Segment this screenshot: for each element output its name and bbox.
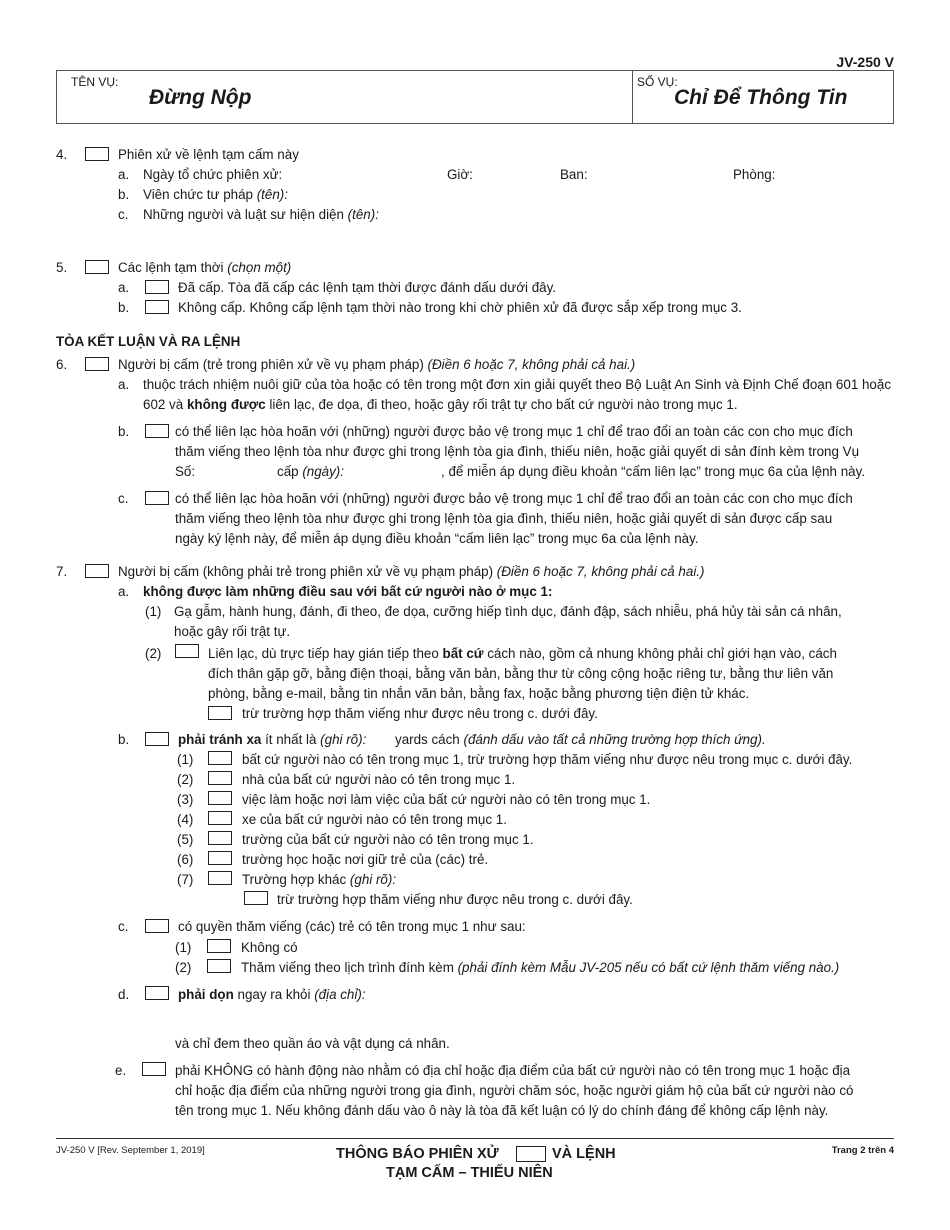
s7-b-item-checkbox[interactable] — [208, 851, 232, 865]
s4-officer-label: Viên chức tư pháp (tên): — [143, 187, 288, 202]
s7-a-heading: không được làm những điều sau với bất cứ người nào ở mục 1: — [143, 584, 553, 599]
footer-revision: JV-250 V [Rev. September 1, 2019] — [56, 1145, 205, 1156]
s7-b-item-text: trường học hoặc nơi giữ trẻ của (các) trẻ. — [242, 852, 489, 867]
s7-d-text: phải dọn ngay ra khỏi (địa chỉ): — [178, 987, 366, 1002]
s7-b-item-text: việc làm hoặc nơi làm việc của bất cứ người nào có tên trong mục 1. — [242, 792, 651, 807]
s7-b-item-text: Trường hợp khác (ghi rõ): — [242, 872, 397, 887]
findings-heading: TÒA KẾT LUẬN VÀ RA LỆNH — [56, 334, 241, 349]
s7-e-line1: phải KHÔNG có hành động nào nhằm có địa chỉ hoặc địa điểm của bất cứ người nào có tên trong mục 1 hoặc địa — [175, 1063, 851, 1078]
s7-a1-number: (1) — [145, 604, 162, 619]
form-id: JV-250 V — [836, 54, 894, 70]
s7-b-item-number: (2) — [177, 772, 194, 787]
s7-c-checkbox[interactable] — [145, 919, 169, 933]
s7-a-letter: a. — [118, 584, 130, 599]
s4-dept-label: Ban: — [560, 167, 588, 182]
s7-b-item-number: (4) — [177, 812, 194, 827]
s4-b-letter: b. — [118, 187, 130, 202]
s5-checkbox[interactable] — [85, 260, 109, 274]
s7-b-item-checkbox[interactable] — [208, 871, 232, 885]
s7-a2-except-text: trừ trường hợp thăm viếng như được nêu trong c. dưới đây. — [242, 706, 598, 721]
s6-c-line1: có thể liên lạc hòa hoãn với (những) người được bảo vệ trong mục 1 chỉ để trao đổi an toàn các con cho mục đích — [175, 491, 853, 506]
footer-page-number: Trang 2 trên 4 — [831, 1145, 894, 1156]
s7-e-letter: e. — [115, 1063, 127, 1078]
s7-a2-line2: đích thân gặp gỡ, bằng điện thoại, bằng văn bản, bằng thư từ công cộng hoặc riêng tư, bằng thư liên văn — [208, 666, 834, 681]
s7-b-except-checkbox[interactable] — [244, 891, 268, 905]
s7-b-item-checkbox[interactable] — [208, 791, 232, 805]
s6-b-letter: b. — [118, 424, 130, 439]
s7-c2-checkbox[interactable] — [207, 959, 231, 973]
s7-c2-number: (2) — [175, 960, 192, 975]
s7-d-line2: và chỉ đem theo quần áo và vật dụng cá nhân. — [175, 1036, 450, 1051]
s7-d-letter: d. — [118, 987, 130, 1002]
s4-time-label: Giờ: — [447, 167, 473, 182]
s7-c-letter: c. — [118, 919, 129, 934]
case-name-cell — [56, 70, 633, 124]
s5-title: Các lệnh tạm thời (chọn một) — [118, 260, 292, 275]
s5-b-letter: b. — [118, 300, 130, 315]
s7-b-item-number: (7) — [177, 872, 194, 887]
s7-b-item-number: (6) — [177, 852, 194, 867]
s7-b-item-text: xe của bất cứ người nào có tên trong mục 1. — [242, 812, 507, 827]
s5-a-text: Đã cấp. Tòa đã cấp các lệnh tạm thời được đánh dấu dưới đây. — [178, 280, 557, 295]
footer-title-checkbox[interactable] — [516, 1146, 546, 1162]
s7-a1-line1: Gạ gẫm, hành hung, đánh, đi theo, đe dọa, cưỡng hiếp tình dục, đánh đập, sách nhiễu, phá hủy tài sản cá nhân, — [174, 604, 842, 619]
s6-checkbox[interactable] — [85, 357, 109, 371]
s7-c2-text: Thăm viếng theo lịch trình đính kèm (phải đính kèm Mẫu JV-205 nếu có bất cứ lệnh thăm viếng nào.) — [241, 960, 840, 975]
s4-checkbox[interactable] — [85, 147, 109, 161]
s7-b-item-checkbox[interactable] — [208, 811, 232, 825]
s7-a2-checkbox[interactable] — [175, 644, 199, 658]
s7-e-line3: tên trong mục 1. Nếu không đánh dấu vào ô này là tòa đã kết luận có lý do chính đáng để không cấp lệnh này. — [175, 1103, 829, 1118]
s7-a2-line3: phòng, bằng e-mail, bằng tin nhắn văn bản, bằng fax, hoặc bằng phương tiện điện tử khác. — [208, 686, 750, 701]
s6-c-letter: c. — [118, 491, 129, 506]
footer-title-line1-b: VÀ LỆNH — [552, 1146, 616, 1162]
s7-b-item-checkbox[interactable] — [208, 771, 232, 785]
s7-b-yards: yards cách (đánh dấu vào tất cả những trường hợp thích ứng). — [395, 732, 766, 747]
s4-c-letter: c. — [118, 207, 129, 222]
s7-b-item-text: trường của bất cứ người nào có tên trong mục 1. — [242, 832, 534, 847]
s7-c-text: có quyền thăm viếng (các) trẻ có tên trong mục 1 như sau: — [178, 919, 526, 934]
s6-c-line3: ngày ký lệnh này, để miễn áp dụng điều khoản “cấm liên lạc” trong mục 6a của lệnh này. — [175, 531, 699, 546]
s7-b-item-checkbox[interactable] — [208, 831, 232, 845]
case-number-cell — [632, 70, 894, 124]
s4-number: 4. — [56, 147, 68, 162]
case-number-value: Chỉ Để Thông Tin — [674, 86, 848, 109]
s7-c1-checkbox[interactable] — [207, 939, 231, 953]
case-name-label: TÊN VỤ: — [71, 75, 119, 89]
s7-b-item-text: bất cứ người nào có tên trong mục 1, trừ trường hợp thăm viếng như được nêu trong mục c. dưới đây. — [242, 752, 853, 767]
s7-b-item-number: (5) — [177, 832, 194, 847]
s7-b-item-number: (1) — [177, 752, 194, 767]
s7-e-line2: chỉ hoặc địa điểm của những người trong gia đình, người chăm sóc, hoặc người giám hộ của bất cứ người nào có — [175, 1083, 854, 1098]
s7-b-line: phải tránh xa ít nhất là (ghi rõ): — [178, 732, 367, 747]
footer-divider — [56, 1138, 894, 1139]
s7-b-checkbox[interactable] — [145, 732, 169, 746]
s7-a1-line2: hoặc gây rối trật tự. — [174, 624, 291, 639]
s7-a2-number: (2) — [145, 646, 162, 661]
s7-d-checkbox[interactable] — [145, 986, 169, 1000]
s7-c1-number: (1) — [175, 940, 192, 955]
s7-b-item-text: nhà của bất cứ người nào có tên trong mục 1. — [242, 772, 516, 787]
s7-b-item-checkbox[interactable] — [208, 751, 232, 765]
s4-a-letter: a. — [118, 167, 130, 182]
s7-e-checkbox[interactable] — [142, 1062, 166, 1076]
s7-b-letter: b. — [118, 732, 130, 747]
s7-title: Người bị cấm (không phải trẻ trong phiên xử về vụ phạm pháp) (Điền 6 hoặc 7, không phải cả hai.) — [118, 564, 705, 579]
s4-room-label: Phòng: — [733, 167, 776, 182]
s6-a-letter: a. — [118, 377, 130, 392]
s6-b-checkbox[interactable] — [145, 424, 169, 438]
s6-c-line2: thăm viếng theo lệnh tòa như được ghi trong lệnh tòa gia đình, thiếu niên, hoặc giải quyết di sản được cấp sau — [175, 511, 833, 526]
s5-b-text: Không cấp. Không cấp lệnh tạm thời nào trong khi chờ phiên xử đã được sắp xếp trong mục 3. — [178, 300, 742, 315]
s4-hearing-date-label: Ngày tổ chức phiên xử: — [143, 167, 283, 182]
footer-title-line2: TẠM CẤM – THIẾU NIÊN — [386, 1165, 553, 1181]
s6-c-checkbox[interactable] — [145, 491, 169, 505]
s4-present-label: Những người và luật sư hiện diện (tên): — [143, 207, 379, 222]
s6-b-issued-date-label: cấp (ngày): — [277, 464, 344, 479]
s6-b-line2: thăm viếng theo lệnh tòa như được ghi trong lệnh tòa gia đình, thiếu niên, hoặc giải quyết di sản đính kèm trong Vụ — [175, 444, 860, 459]
case-name-value: Đừng Nộp — [149, 86, 252, 109]
s5-b-checkbox[interactable] — [145, 300, 169, 314]
s4-title: Phiên xử về lệnh tạm cấm này — [118, 147, 299, 162]
s7-b-except-text: trừ trường hợp thăm viếng như được nêu trong c. dưới đây. — [277, 892, 633, 907]
s5-number: 5. — [56, 260, 68, 275]
s6-b-case-number-label: Số: — [175, 464, 196, 479]
s5-a-checkbox[interactable] — [145, 280, 169, 294]
s6-b-line3: , để miễn áp dụng điều khoản “cấm liên lạc” trong mục 6a của lệnh này. — [441, 464, 866, 479]
case-number-label: SỐ VỤ: — [637, 75, 678, 89]
footer-title-line1-a: THÔNG BÁO PHIÊN XỬ — [336, 1146, 499, 1162]
s6-title: Người bị cấm (trẻ trong phiên xử về vụ phạm pháp) (Điền 6 hoặc 7, không phải cả hai.) — [118, 357, 636, 372]
s7-checkbox[interactable] — [85, 564, 109, 578]
s6-a-line1: thuộc trách nhiệm nuôi giữ của tòa hoặc có tên trong một đơn xin giải quyết theo Bộ Luật An Sinh và Định Chế đoạn 601 hoặc — [143, 377, 892, 392]
s7-a2-line1: Liên lạc, dù trực tiếp hay gián tiếp theo bất cứ cách nào, gồm cả nhung không phải chỉ giới hạn vào, cách — [208, 646, 837, 661]
s5-a-letter: a. — [118, 280, 130, 295]
s6-a-line2: 602 và không được liên lạc, đe dọa, đi theo, hoặc gây rối trật tự cho bất cứ người nào trong mục 1. — [143, 397, 738, 412]
s6-number: 6. — [56, 357, 68, 372]
s6-b-line1: có thể liên lạc hòa hoãn với (những) người được bảo vệ trong mục 1 chỉ để trao đổi an toàn các con cho mục đích — [175, 424, 853, 439]
s7-c1-text: Không có — [241, 940, 298, 955]
s7-b-item-number: (3) — [177, 792, 194, 807]
s7-a2-except-checkbox[interactable] — [208, 706, 232, 720]
s7-number: 7. — [56, 564, 68, 579]
